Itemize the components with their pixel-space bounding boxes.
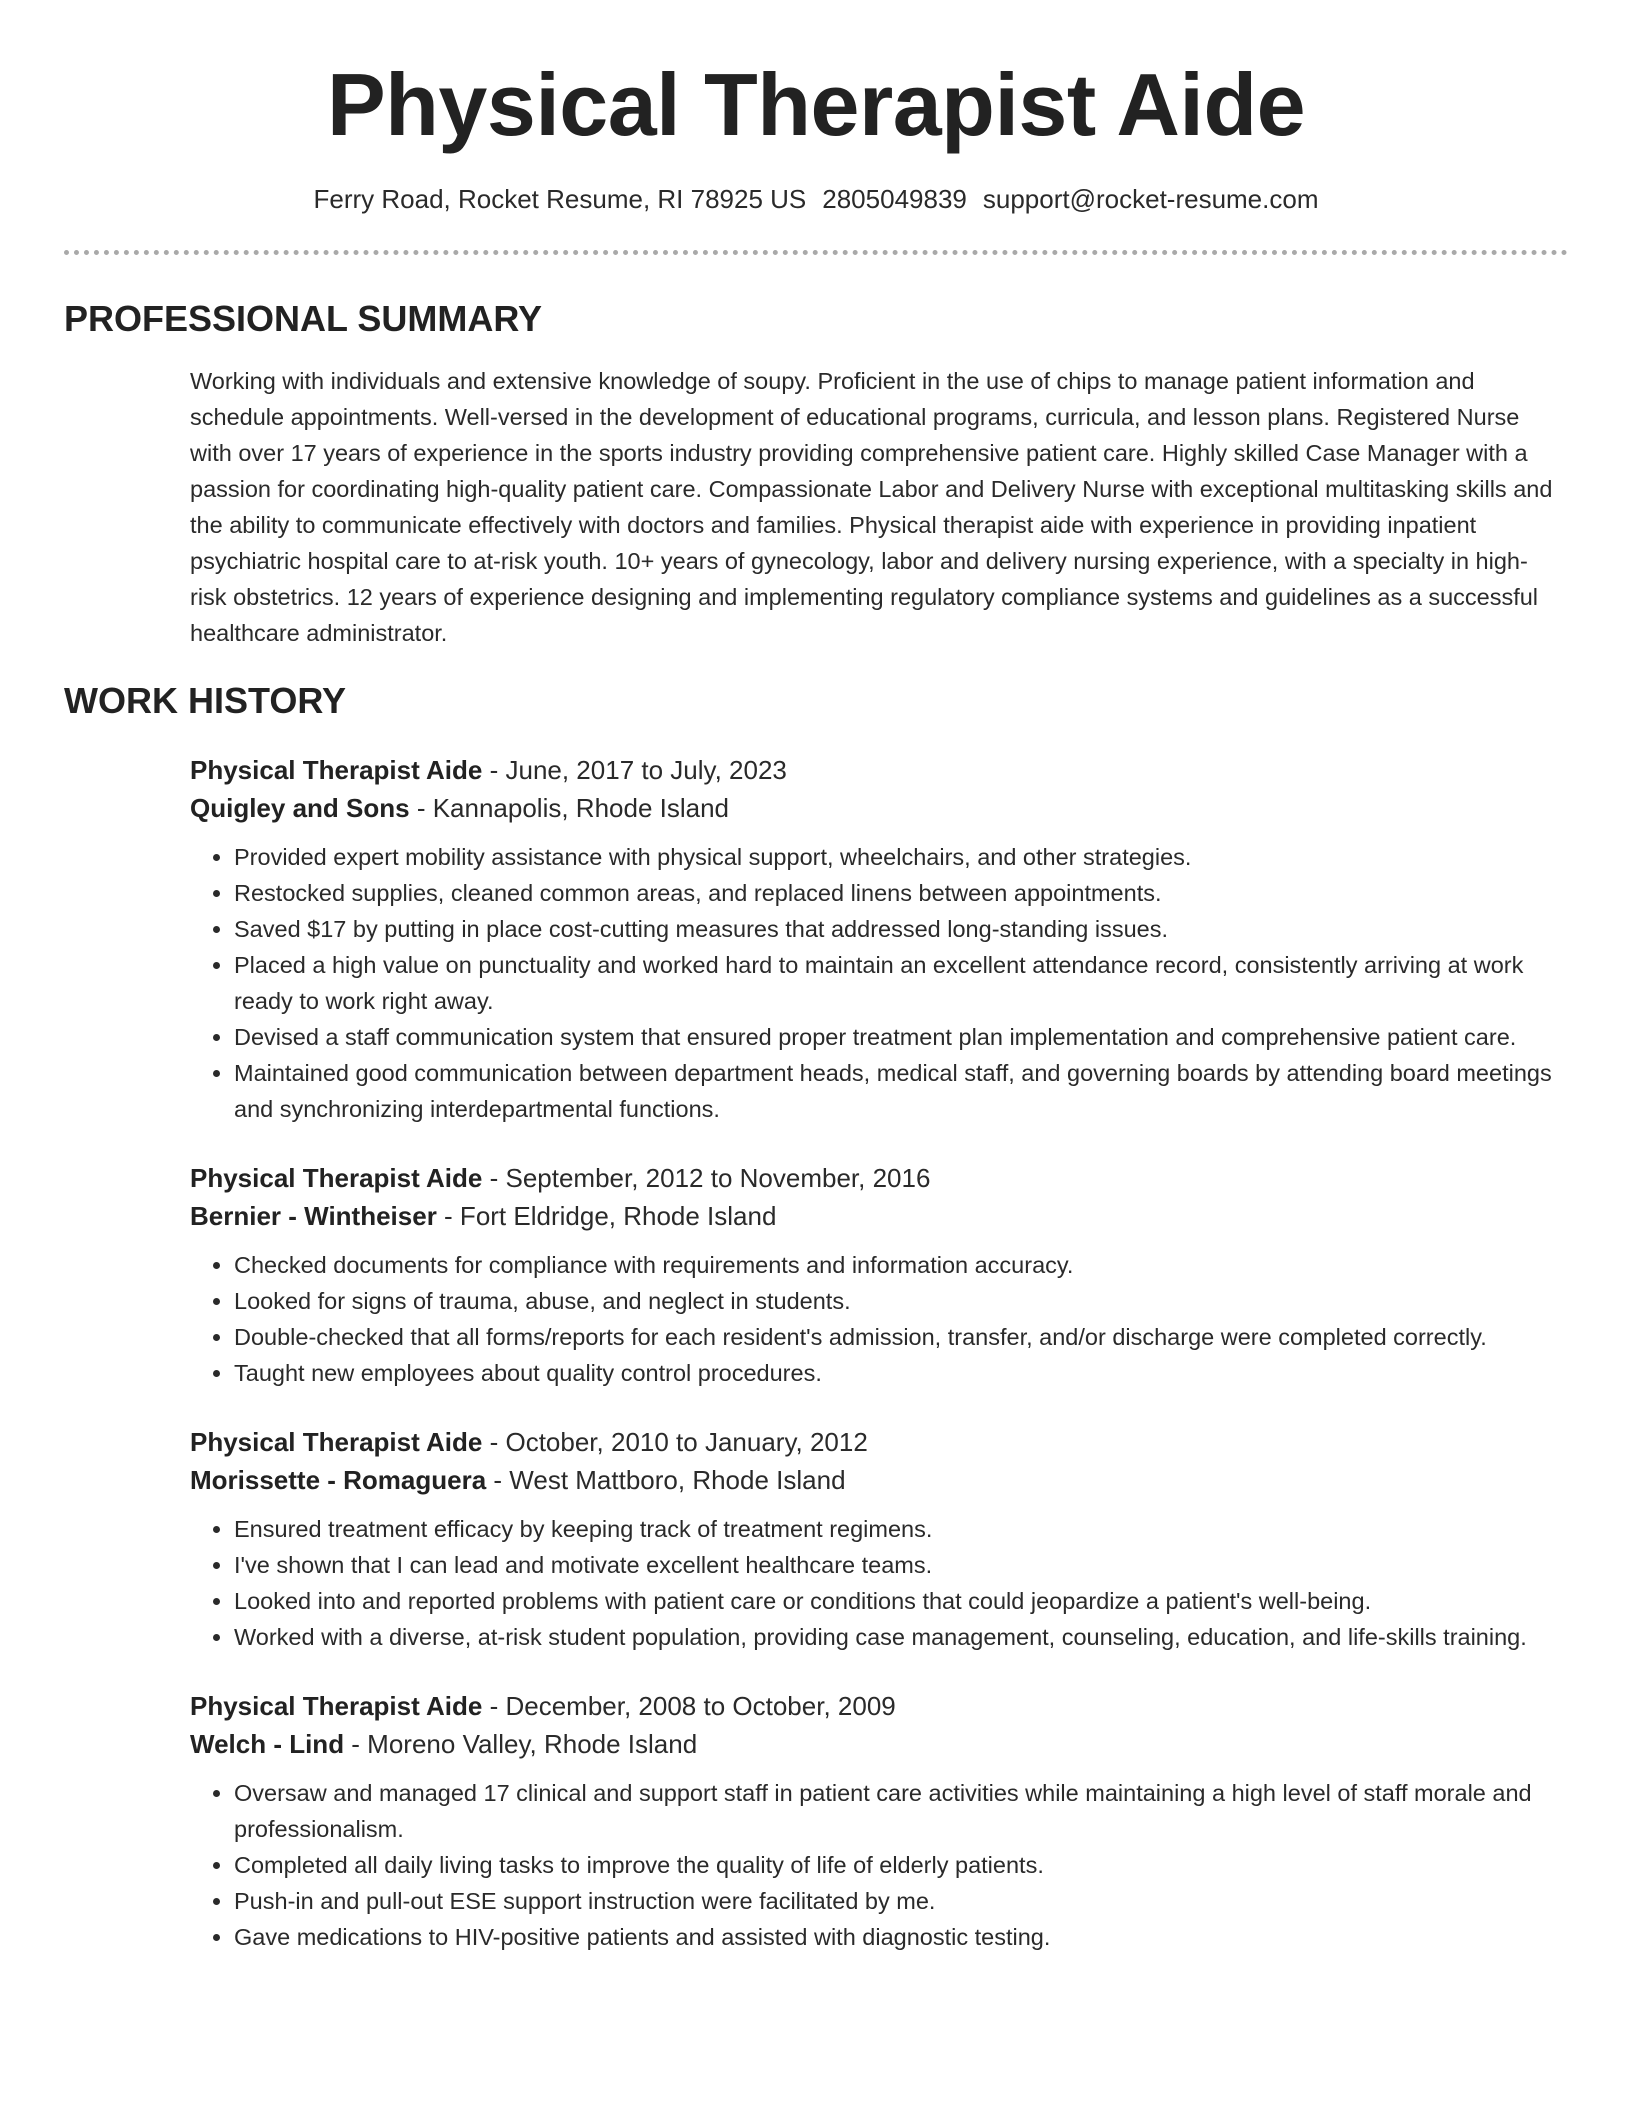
contact-address: Ferry Road, Rocket Resume, RI 78925 US: [313, 184, 807, 214]
candidate-name: Physical Therapist Aide: [326, 55, 1306, 154]
job-title-line: [190, 1423, 1564, 1461]
job-title-line: [190, 1159, 1564, 1197]
job-bullet: • Push-in and pull-out ESE support instruction were facilitated by me.: [234, 1883, 1564, 1919]
job-company-line: [190, 1461, 1564, 1499]
resume-page: [64, 0, 1568, 1955]
job-bullet: • Provided expert mobility assistance with physical support, wheelchairs, and other strategies.: [234, 839, 1564, 875]
job-bullet: • Completed all daily living tasks to improve the quality of life of elderly patients.: [234, 1847, 1564, 1883]
job-bullet: • Maintained good communication between department heads, medical staff, and governing boards by attending board meetings and synchronizing interdepartmental functions.: [234, 1055, 1564, 1127]
job-bullet-list: [190, 1247, 1564, 1391]
job-bullet: • Oversaw and managed 17 clinical and support staff in patient care activities while maintaining a high level of staff morale and professionalism.: [234, 1775, 1564, 1847]
job-company-line: [190, 1197, 1564, 1235]
summary-text: Working with individuals and extensive knowledge of soupy. Proficient in the use of chips to manage patient information and schedule appointments. Well-versed in the development of educational programs, curricula, and lesson plans. Registered Nurse with over 17 years of experience in the sports industry providing comprehensive patient care. Highly skilled Case Manager with a passion for coordinating high-quality patient care. Compassionate Labor and Delivery Nurse with exceptional multitasking skills and the ability to communicate effectively with doctors and families. Physical therapist aide with experience in providing inpatient psychiatric hospital care to at-risk youth. 10+ years of gynecology, labor and delivery nursing experience, with a specialty in high-risk obstetrics. 12 years of experience designing and implementing regulatory compliance systems and guidelines as a successful healthcare administrator.: [190, 368, 1553, 646]
job-title-line: [190, 1687, 1564, 1725]
job-bullet: • Restocked supplies, cleaned common areas, and replaced linens between appointments.: [234, 875, 1564, 911]
job-bullet-list: [190, 1775, 1564, 1955]
job-role: Physical Therapist Aide: [190, 1163, 483, 1193]
job-bullet: • Taught new employees about quality control procedures.: [234, 1355, 1564, 1391]
job-bullet: • Gave medications to HIV-positive patients and assisted with diagnostic testing.: [234, 1919, 1564, 1955]
job-bullet: • I've shown that I can lead and motivate excellent healthcare teams.: [234, 1547, 1564, 1583]
job-bullet: • Devised a staff communication system that ensured proper treatment plan implementation and comprehensive patient care.: [234, 1019, 1564, 1055]
job-bullet: • Checked documents for compliance with requirements and information accuracy.: [234, 1247, 1564, 1283]
job-entry: [190, 1423, 1564, 1655]
job-entry: [190, 1687, 1564, 1955]
contact-phone: 2805049839: [822, 184, 967, 214]
contact-email: support@rocket-resume.com: [982, 184, 1319, 214]
work-history-section: [64, 679, 1568, 1955]
job-dates: - June, 2017 to July, 2023: [482, 755, 787, 785]
job-company-line: [190, 1725, 1564, 1763]
job-bullet-list: [190, 1511, 1564, 1655]
job-bullet: • Ensured treatment efficacy by keeping track of treatment regimens.: [234, 1511, 1564, 1547]
job-location: - West Mattboro, Rhode Island: [486, 1465, 846, 1495]
job-company: Bernier - Wintheiser: [190, 1201, 437, 1231]
job-dates: - September, 2012 to November, 2016: [482, 1163, 931, 1193]
job-title-line: [190, 751, 1564, 789]
section-title-summary: PROFESSIONAL SUMMARY: [64, 298, 543, 339]
section-title-work-history: WORK HISTORY: [64, 680, 347, 721]
job-bullet: • Worked with a diverse, at-risk student population, providing case management, counseling, education, and life-skills training.: [234, 1619, 1564, 1655]
contact-line: [64, 182, 1568, 216]
job-company: Welch - Lind: [190, 1729, 345, 1759]
professional-summary-section: [64, 297, 1568, 651]
job-location: - Moreno Valley, Rhode Island: [344, 1729, 698, 1759]
job-role: Physical Therapist Aide: [190, 1691, 483, 1721]
job-entry: [190, 751, 1564, 1127]
job-company: Morissette - Romaguera: [190, 1465, 487, 1495]
job-dates: - October, 2010 to January, 2012: [482, 1427, 868, 1457]
job-list: [190, 751, 1564, 1955]
job-role: Physical Therapist Aide: [190, 755, 483, 785]
job-company: Quigley and Sons: [190, 793, 410, 823]
job-bullet: • Looked into and reported problems with patient care or conditions that could jeopardize a patient's well-being.: [234, 1583, 1564, 1619]
job-entry: [190, 1159, 1564, 1391]
job-role: Physical Therapist Aide: [190, 1427, 483, 1457]
job-location: - Kannapolis, Rhode Island: [409, 793, 730, 823]
job-company-line: [190, 789, 1564, 827]
job-location: - Fort Eldridge, Rhode Island: [436, 1201, 777, 1231]
resume-header: [64, 55, 1568, 255]
job-bullet: • Looked for signs of trauma, abuse, and neglect in students.: [234, 1283, 1564, 1319]
job-bullet: • Saved $17 by putting in place cost-cutting measures that addressed long-standing issues.: [234, 911, 1564, 947]
job-bullet-list: [190, 839, 1564, 1127]
job-bullet: • Double-checked that all forms/reports for each resident's admission, transfer, and/or discharge were completed correctly.: [234, 1319, 1564, 1355]
header-divider: [64, 250, 1568, 255]
job-bullet: • Placed a high value on punctuality and worked hard to maintain an excellent attendance record, consistently arriving at work ready to work right away.: [234, 947, 1564, 1019]
job-dates: - December, 2008 to October, 2009: [482, 1691, 896, 1721]
